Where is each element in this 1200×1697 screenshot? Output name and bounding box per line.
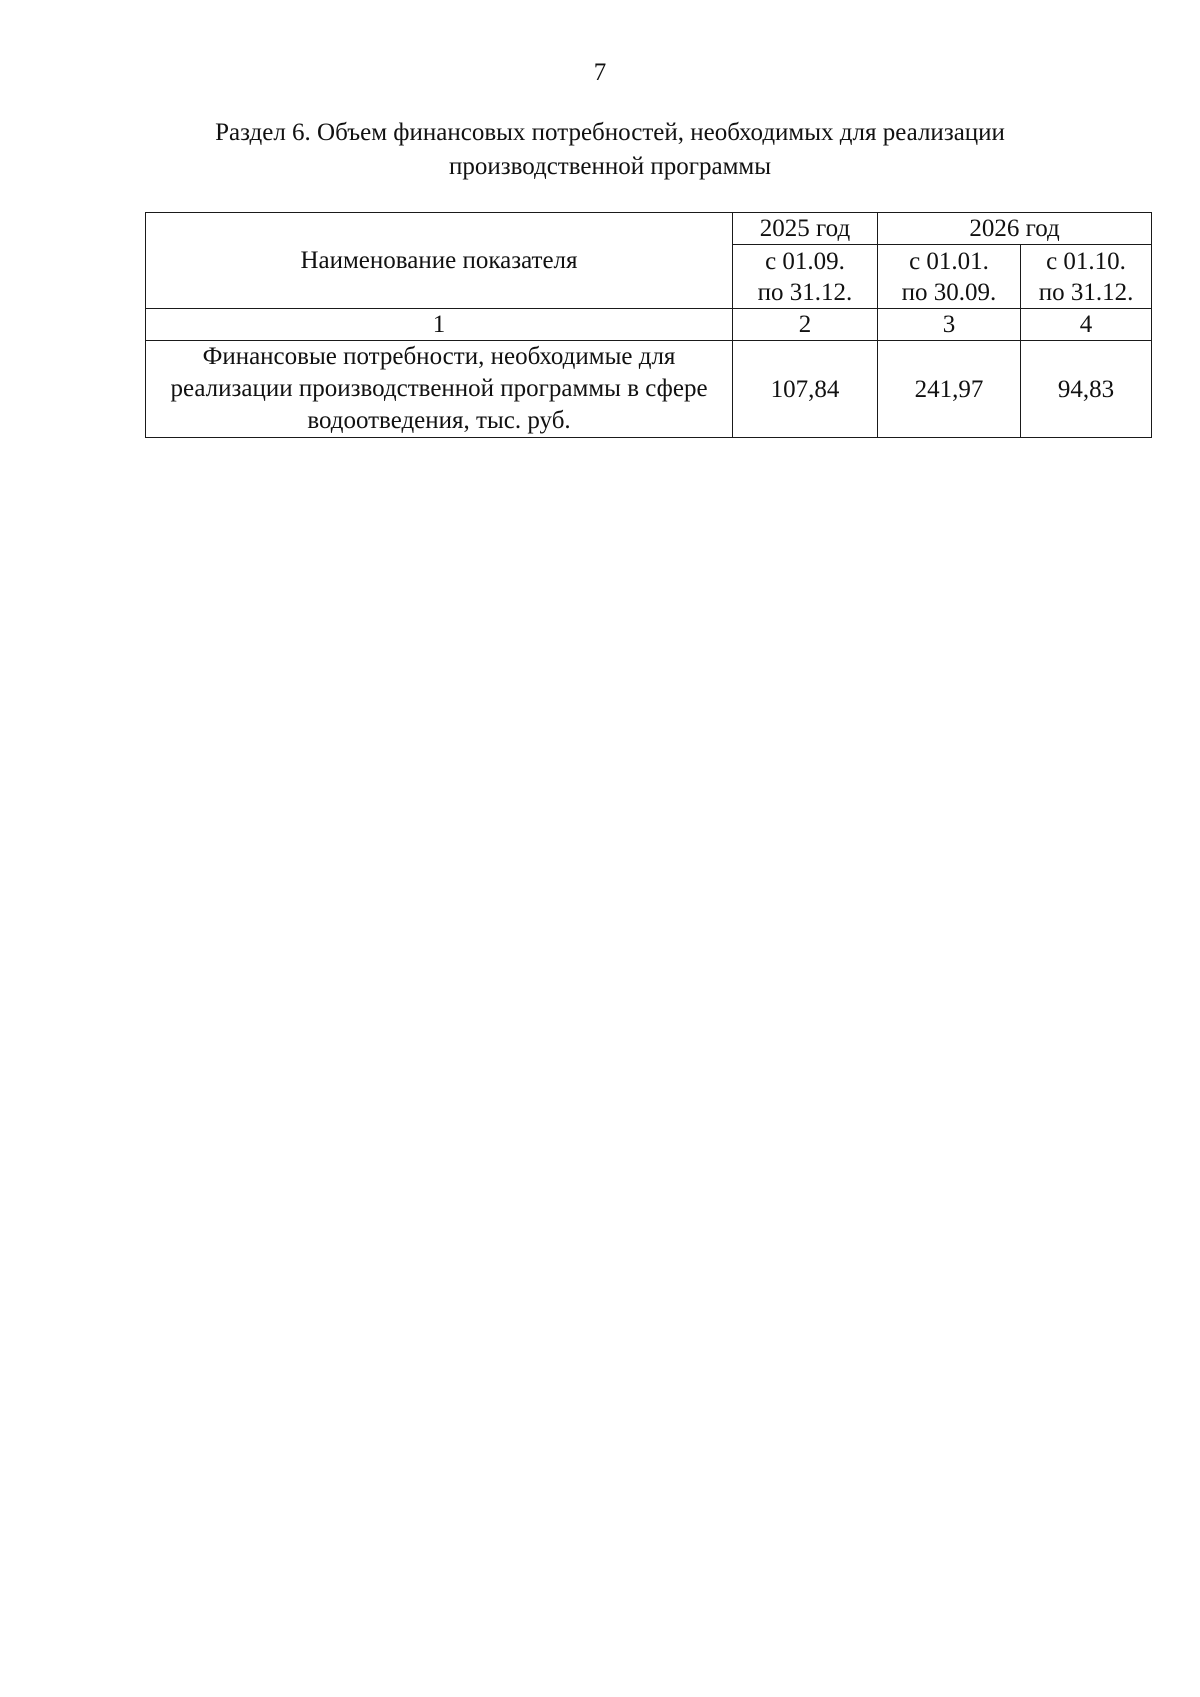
value-cell-2026-jan-sep: 241,97: [878, 341, 1021, 438]
header-year-2026: 2026 год: [878, 213, 1152, 245]
section-title-line-1: Раздел 6. Объем финансовых потребностей, необходимых для реализации: [215, 119, 1005, 146]
period-1-to: по 31.12.: [757, 278, 853, 306]
table-row: [146, 341, 1152, 438]
period-3-from: с 01.10.: [1046, 247, 1126, 275]
header-row-years: [146, 213, 1152, 245]
value-cell-2025-sep-dec: 107,84: [733, 341, 878, 438]
page-number: 7: [593, 59, 607, 86]
column-number-1: 1: [146, 309, 733, 341]
value-cell-2026-oct-dec: 94,83: [1021, 341, 1152, 438]
section-title-line-2: производственной программы: [448, 153, 772, 180]
header-row-column-numbers: [146, 309, 1152, 341]
column-number-3: 3: [878, 309, 1021, 341]
financial-needs-table: [145, 212, 1152, 438]
period-1-from: с 01.09.: [765, 247, 845, 275]
header-year-2025: 2025 год: [733, 213, 878, 245]
header-indicator-name: Наименование показателя: [146, 213, 733, 309]
column-number-4: 4: [1021, 309, 1152, 341]
column-number-2: 2: [733, 309, 878, 341]
header-period-2: [878, 245, 1021, 309]
header-period-1: [733, 245, 878, 309]
period-3-to: по 31.12.: [1038, 278, 1134, 306]
header-period-3: [1021, 245, 1152, 309]
section-title: [140, 116, 1080, 184]
period-2-from: с 01.01.: [909, 247, 989, 275]
period-2-to: по 30.09.: [901, 278, 997, 306]
indicator-name-cell: Финансовые потребности, необходимые для реализации производственной программы в сфере водоотведения, тыс. руб.: [146, 341, 733, 438]
